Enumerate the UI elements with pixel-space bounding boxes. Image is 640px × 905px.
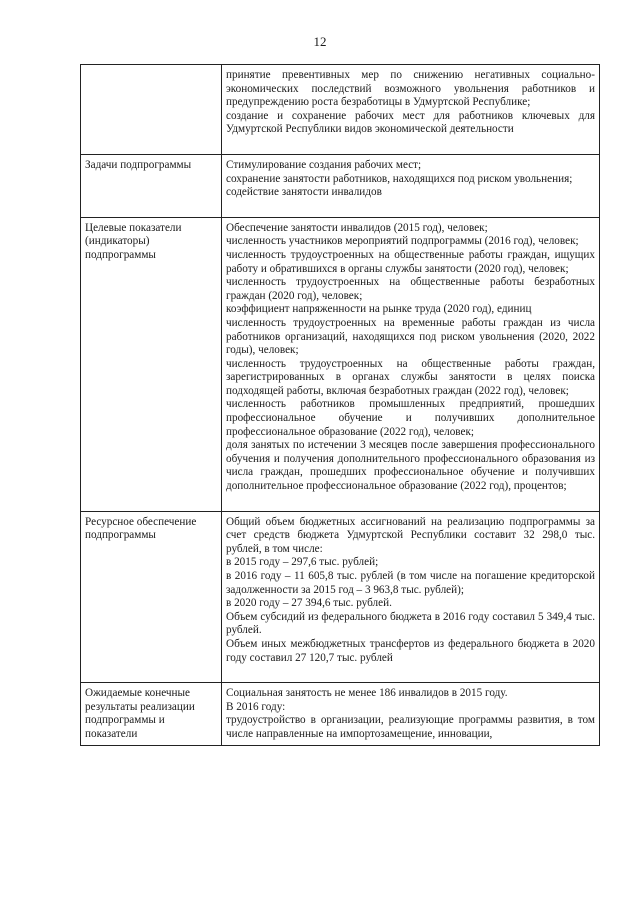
- paragraph: В 2016 году:: [226, 700, 286, 713]
- paragraph: Общий объем бюджетных ассигнований на реализацию подпрограммы за счет средств бюджета Удмуртской Республики составит 32 298,0 тыс. рублей, в том числе:: [226, 515, 595, 555]
- paragraph: в 2016 году – 11 605,8 тыс. рублей (в том числе на погашение кредиторской задолженности за 2015 год – 3 963,8 тыс. рублей);: [226, 570, 595, 596]
- table-row: [81, 511, 600, 683]
- paragraph: принятие превентивных мер по снижению негативных социально-экономических последствий возможного увольнения работников и предупреждению роста безработицы в Удмуртской Республике;: [226, 69, 595, 109]
- paragraph: доля занятых по истечении 3 месяцев после завершения профессионального обучения и получения дополнительного профессионального образования из числа граждан, прошедших профессиональное обучение и получивших дополнительное профессиональное образование (2022 год), процентов;: [226, 439, 595, 493]
- row-label: Задачи подпрограммы: [81, 154, 222, 217]
- subprogram-passport-table: [80, 64, 600, 746]
- paragraph: коэффициент напряженности на рынке труда (2020 год), единиц: [226, 303, 532, 316]
- table-row: [81, 154, 600, 217]
- paragraph: Стимулирование создания рабочих мест;: [226, 158, 422, 171]
- paragraph: в 2020 году – 27 394,6 тыс. рублей.: [226, 597, 392, 610]
- row-label: Целевые показатели (индикаторы) подпрограммы: [81, 217, 222, 511]
- paragraph: сохранение занятости работников, находящихся под риском увольнения;: [226, 172, 573, 185]
- paragraph: численность трудоустроенных на общественные работы безработных граждан (2020 год), человек;: [226, 276, 595, 302]
- paragraph: численность трудоустроенных на общественные работы граждан, ищущих работу и обратившихся в органы службы занятости (2020 год), человек;: [226, 248, 595, 275]
- paragraph: Объем субсидий из федерального бюджета в 2016 году составил 5 349,4 тыс. рублей.: [226, 610, 595, 637]
- row-content: [222, 511, 600, 683]
- paragraph: численность работников промышленных предприятий, прошедших профессиональное обучение и получивших дополнительное профессиональное образование (2022 год), человек;: [226, 398, 595, 438]
- page-number: 12: [313, 34, 327, 49]
- table-row: [81, 683, 600, 745]
- paragraph: содействие занятости инвалидов: [226, 186, 382, 199]
- table-row: [81, 217, 600, 511]
- paragraph: Обеспечение занятости инвалидов (2015 год), человек;: [226, 221, 488, 234]
- table-row: [81, 65, 600, 155]
- paragraph: численность участников мероприятий подпрограммы (2016 год), человек;: [226, 235, 579, 248]
- paragraph: в 2015 году – 297,6 тыс. рублей;: [226, 556, 379, 569]
- paragraph: создание и сохранение рабочих мест для работников ключевых для Удмуртской Республики видов экономической деятельности: [226, 109, 595, 136]
- row-label: [81, 65, 222, 155]
- row-label: Ресурсное обеспечение подпрограммы: [81, 511, 222, 683]
- row-content: [222, 217, 600, 511]
- row-content: [222, 65, 600, 155]
- paragraph: Объем иных межбюджетных трансфертов из федерального бюджета в 2020 году составил 27 120,7 тыс. рублей: [226, 637, 595, 664]
- row-content: [222, 683, 600, 745]
- paragraph: трудоустройство в организации, реализующие программы развития, в том числе направленные на импортозамещение, инновации,: [226, 714, 595, 740]
- paragraph: численность трудоустроенных на временные работы граждан из числа работников организаций, находящихся под риском увольнения (2020, 2022 годы), человек;: [226, 316, 595, 357]
- paragraph: численность трудоустроенных на общественные работы граждан, зарегистрированных в органах службы занятости в целях поиска подходящей работы, включая безработных граждан (2022 год), человек;: [226, 357, 595, 397]
- row-content: [222, 154, 600, 217]
- row-label: Ожидаемые конечные результаты реализации подпрограммы и показатели: [81, 683, 222, 745]
- paragraph: Социальная занятость не менее 186 инвалидов в 2015 году.: [226, 687, 508, 700]
